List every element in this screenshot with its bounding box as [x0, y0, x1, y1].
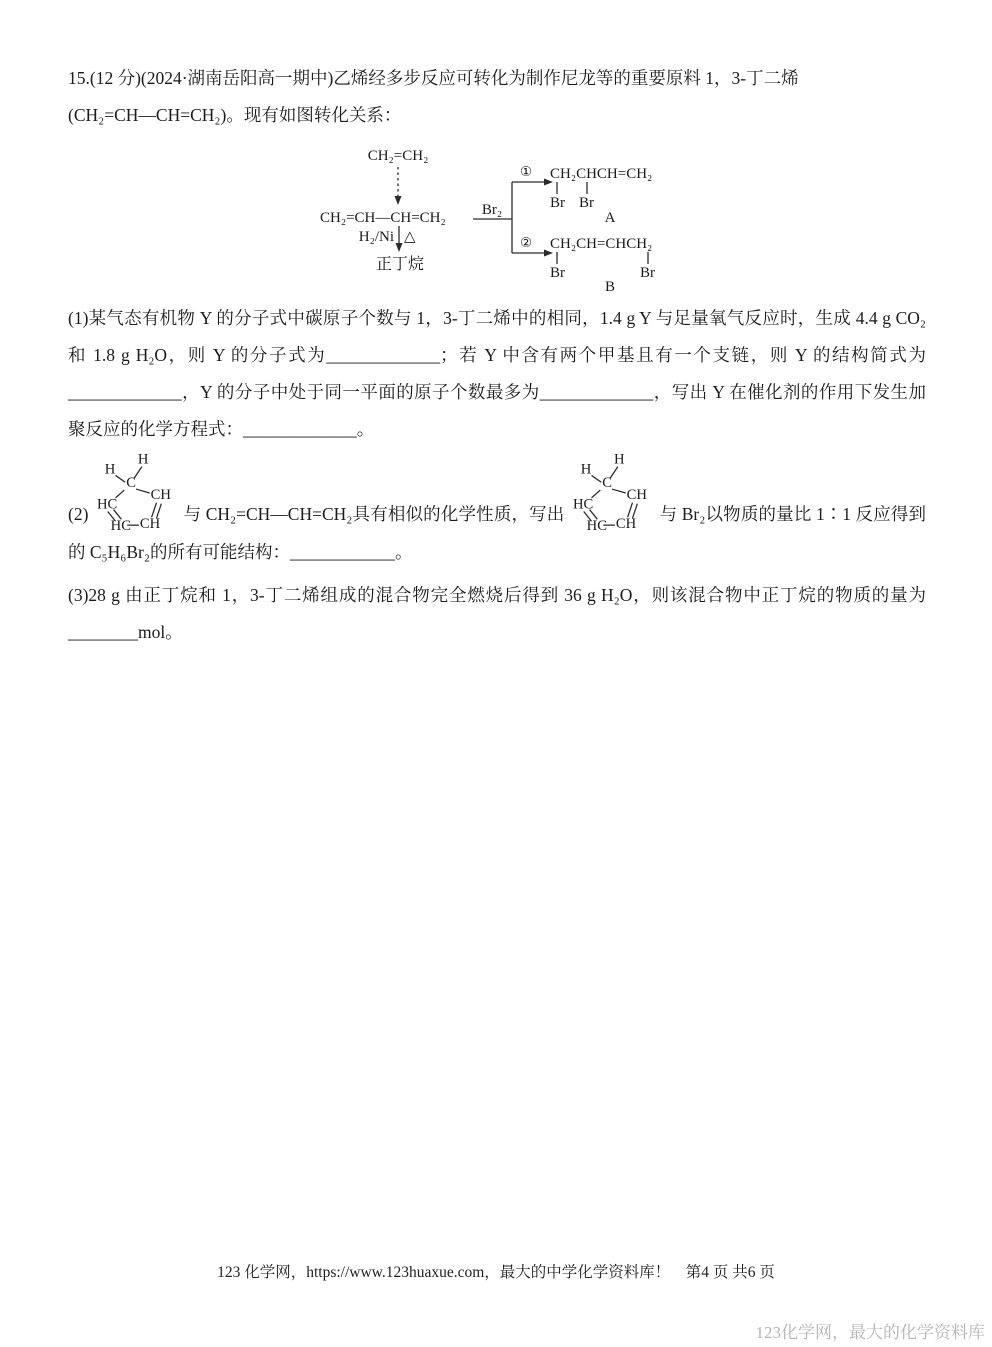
- product-a-label: A: [604, 210, 616, 226]
- catalyst-label: H₂/Ni: [358, 229, 394, 245]
- page-footer: 123 化学网，https://www.123huaxue.com，最大的中学化学资料库！ 第4 页 共6 页: [217, 1264, 775, 1281]
- question-intro-line1: 15.(12 分)(2024·湖南岳阳高一期中)乙烯经多步反应可转化为制作尼龙等的重要原料 1，3-丁二烯: [68, 68, 799, 88]
- question-part-3: (3)28 g 由正丁烷和 1，3-丁二烯组成的混合物完全燃烧后得到 36 g H₂O，则该混合物中正丁烷的物质的量为________mol。: [68, 585, 926, 642]
- product-b-br1: Br: [550, 265, 565, 281]
- arrow-head: [396, 243, 403, 252]
- question-intro-line2: (CH₂=CH—CH=CH₂)。现有如图转化关系：: [68, 105, 402, 125]
- reaction-diagram-svg: [310, 140, 730, 292]
- question-part-1: (1)某气态有机物 Y 的分子式中碳原子个数与 1，3-丁二烯中的相同，1.4 g Y 与足量氧气反应时，生成 4.4 g CO₂和 1.8 g H₂O，则 Y 的分子式为_____________；若 Y 中含有两个甲基且有一个支链，则 Y 的结构简式为_____________，Y 的分子中处于同一平面的原子个数最多为_____________，写出 Y 在催化剂的作用下发生加聚反应的化学方程式：_____________。: [68, 308, 926, 439]
- product-a-br2: Br: [579, 195, 594, 211]
- ethylene-formula: CH₂=CH₂: [367, 148, 429, 164]
- product-b-label: B: [604, 279, 616, 292]
- delta-symbol: △: [404, 229, 416, 245]
- n-butane-label: 正丁烷: [375, 256, 425, 273]
- step2-label: ②: [519, 235, 533, 250]
- part-2-number: (2): [68, 504, 89, 524]
- cyclopentadiene-structure: [97, 450, 175, 534]
- product-a-formula: CH₂CHCH=CH₂: [550, 166, 653, 182]
- product-b-formula: CH₂CH=CHCH₂: [550, 236, 653, 252]
- arrow-head: [395, 196, 402, 205]
- br2-reagent-label: Br₂: [481, 202, 503, 218]
- step1-label: ①: [519, 164, 533, 179]
- question-block: [68, 0, 926, 651]
- cyclopentadiene-structure: [573, 450, 651, 534]
- reaction-diagram: [310, 140, 730, 292]
- butadiene-formula: CH₂=CH—CH=CH₂: [320, 210, 446, 226]
- product-a-br1: Br: [550, 195, 565, 211]
- question-part-2: [68, 450, 926, 571]
- product-b-br2: Br: [640, 265, 655, 281]
- part-2-text-tail: 与 Br₂以物质的量比 1∶1 反应得到的 C₅H₆Br₂的所有可能结构：____________。: [68, 504, 927, 562]
- watermark-text: 123化学网，最大的化学资料库: [755, 1323, 985, 1342]
- part-2-text-mid: 与 CH₂=CH—CH=CH₂具有相似的化学性质，写出: [183, 504, 565, 524]
